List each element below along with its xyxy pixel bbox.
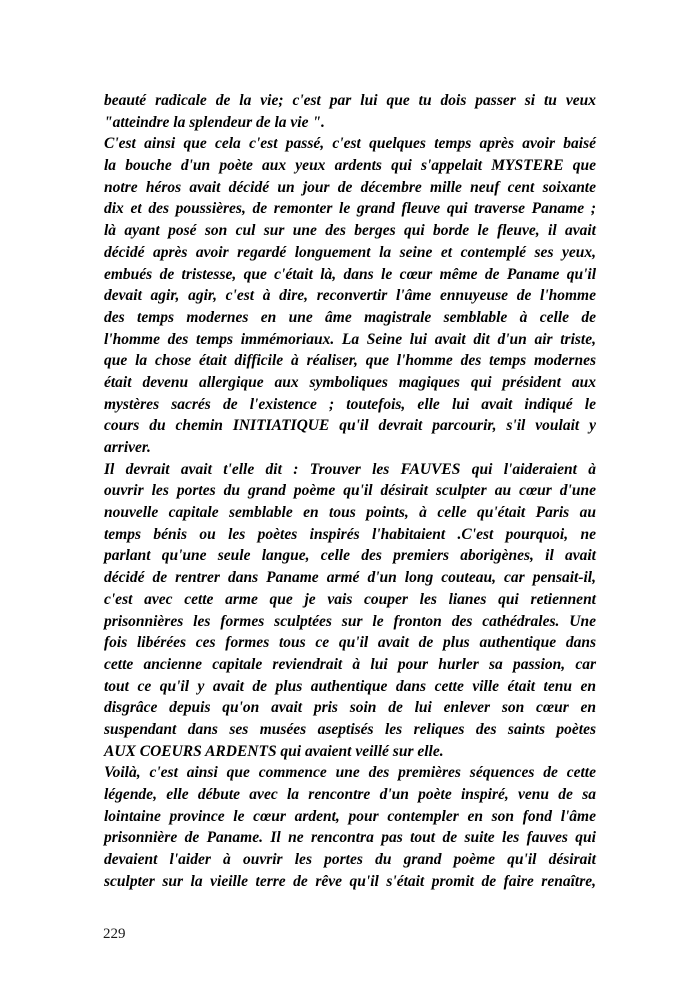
page-number: 229 [103, 926, 126, 942]
text-line: sculpter sur la vieille terre de rêve qu'il s'était promit de faire renaître, [104, 872, 596, 890]
text-line: cours du chemin INITIATIQUE qu'il devrait parcourir, s'il voulait y [104, 417, 596, 435]
text-line: beauté radicale de la vie; c'est par lui que tu dois passer si tu veux [104, 92, 596, 109]
text-line: "atteindre la splendeur de la vie ". [104, 113, 325, 131]
text-line: disgrâce depuis qu'on avait pris soin de lui enlever son cœur en [104, 699, 596, 717]
text-line: AUX COEURS ARDENTS qui avaient veillé sur elle. [104, 742, 444, 760]
text-line: cette ancienne capitale reviendrait à lui pour hurler sa passion, car [104, 655, 596, 673]
text-line: des temps modernes en une âme magistrale semblable à celle de [104, 308, 596, 326]
text-line: Il devrait avait t'elle dit : Trouver les FAUVES qui l'aideraient à [104, 460, 596, 478]
text-line: ouvrir les portes du grand poème qu'il désirait sculpter au cœur d'une [104, 482, 596, 500]
text-line: dix et des poussières, de remonter le grand fleuve qui traverse Paname ; [104, 200, 596, 218]
text-line: mystères sacrés de l'existence ; toutefois, elle lui avait indiqué le [104, 395, 596, 413]
text-line: devait agir, agir, c'est à dire, reconvertir l'âme ennuyeuse de l'homme [104, 287, 596, 305]
text-line: prisonnière de Paname. Il ne rencontra pas tout de suite les fauves qui [104, 829, 596, 847]
text-line: fois libérées ces formes tous ce qu'il avait de plus authentique dans [104, 634, 596, 652]
text-line: C'est ainsi que cela c'est passé, c'est quelques temps après avoir baisé [104, 135, 596, 153]
text-line: que la chose était difficile à réaliser, que l'homme des temps modernes [104, 352, 596, 370]
text-line: l'homme des temps immémoriaux. La Seine lui avait dit d'un air triste, [104, 330, 596, 348]
text-line: prisonnières les formes sculptées sur le fronton des cathédrales. Une [104, 612, 596, 630]
text-line: c'est avec cette arme que je vais couper les lianes qui retiennent [104, 590, 596, 608]
text-line: suspendant dans ses musées aseptisés les reliques des saints poètes [104, 720, 596, 738]
text-line: arriver. [104, 439, 151, 456]
text-line: la bouche d'un poète aux yeux ardents qui s'appelait MYSTERE que [104, 157, 596, 175]
text-line: décidé après avoir regardé longuement la seine et contemplé ses yeux, [104, 243, 596, 261]
text-line: parlant qu'une seule langue, celle des premiers aborigènes, il avait [104, 547, 596, 565]
text-line: embués de tristesse, que c'était là, dans le cœur même de Paname qu'il [104, 265, 596, 283]
text-line: lointaine province le cœur ardent, pour contempler en son fond l'âme [104, 807, 596, 825]
text-line: Voilà, c'est ainsi que commence une des premières séquences de cette [104, 764, 596, 782]
text-line: légende, elle débute avec la rencontre d'un poète inspiré, venu de sa [104, 786, 596, 803]
text-line: là ayant posé son cul sur une des berges qui borde le fleuve, il avait [104, 222, 596, 240]
text-line: temps bénis ou les poètes inspirés l'habitaient .C'est pourquoi, ne [104, 525, 596, 543]
text-line: nouvelle capitale semblable en tous points, à celle qu'était Paris au [104, 504, 596, 522]
text-block [104, 90, 596, 892]
text-line: devaient l'aider à ouvrir les portes du grand poème qu'il désirait [104, 851, 596, 869]
text-line: notre héros avait décidé un jour de décembre mille neuf cent soixante [104, 178, 596, 196]
text-line: décidé de rentrer dans Paname armé d'un long couteau, car pensait-il, [104, 569, 596, 587]
text-line: était devenu allergique aux symboliques magiques qui président aux [104, 373, 596, 391]
text-line: tout ce qu'il y avait de plus authentique dans cette ville était tenu en [104, 677, 596, 695]
